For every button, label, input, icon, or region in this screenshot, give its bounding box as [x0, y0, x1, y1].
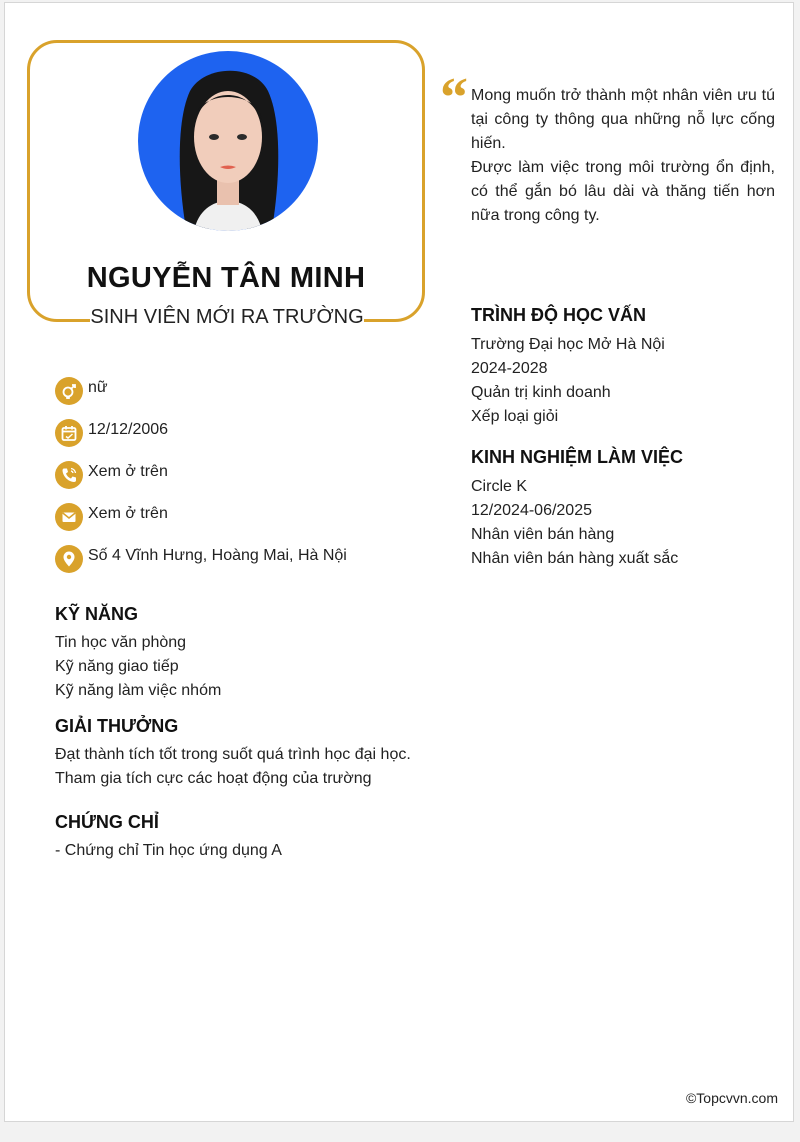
list-item: Xếp loại giỏi: [471, 408, 559, 425]
contact-email: [55, 502, 435, 532]
awards-title: GIẢI THƯỞNG: [55, 716, 179, 736]
list-item: Nhân viên bán hàng: [471, 526, 615, 543]
contact-value: Xem ở trên: [88, 505, 168, 522]
list-item: Kỹ năng giao tiếp: [55, 658, 179, 675]
contact-value: Xem ở trên: [88, 463, 168, 480]
list-item: Tham gia tích cực các hoạt động của trường: [55, 770, 372, 787]
phone-icon: [55, 461, 83, 489]
contact-value: Số 4 Vĩnh Hưng, Hoàng Mai, Hà Nội: [88, 547, 347, 564]
contact-gender: [55, 376, 435, 406]
list-item: Trường Đại học Mở Hà Nội: [471, 336, 665, 353]
list-item: 12/2024-06/2025: [471, 502, 592, 519]
candidate-name: NGUYỄN TÂN MINH: [86, 262, 366, 294]
skills-title: KỸ NĂNG: [55, 604, 139, 624]
career-objective: [471, 84, 775, 228]
certificates-title: CHỨNG CHỈ: [55, 812, 159, 832]
profile-photo: [138, 51, 318, 231]
list-item: Tin học văn phòng: [55, 634, 187, 651]
objective-paragraph: Mong muốn trở thành một nhân viên ưu tú tại công ty thông qua những nỗ lực cống hiến.: [471, 87, 775, 152]
list-item: Quản trị kinh doanh: [471, 384, 611, 401]
list-item: Circle K: [471, 478, 528, 495]
experience-title: KINH NGHIỆM LÀM VIỆC: [471, 447, 684, 467]
education-title: TRÌNH ĐỘ HỌC VẤN: [471, 305, 646, 325]
list-item: Nhân viên bán hàng xuất sắc: [471, 550, 679, 567]
gender-icon: [55, 377, 83, 405]
email-icon: [55, 503, 83, 531]
location-icon: [55, 545, 83, 573]
calendar-icon: [55, 419, 83, 447]
contact-address: [55, 544, 435, 574]
contact-value: nữ: [88, 379, 108, 396]
education-list: [471, 333, 665, 429]
candidate-role: SINH VIÊN MỚI RA TRƯỜNG: [90, 302, 364, 332]
contact-value: 12/12/2006: [88, 421, 169, 438]
experience-list: [471, 475, 678, 571]
list-item: Kỹ năng làm việc nhóm: [55, 682, 222, 699]
quote-icon: “: [440, 67, 468, 129]
contact-phone: [55, 460, 435, 490]
certificates-list: [55, 839, 282, 863]
objective-paragraph: Được làm việc trong môi trường ổn định, có thể gắn bó lâu dài và thăng tiến hơn nữa trong công ty.: [471, 159, 775, 224]
contact-birthday: [55, 418, 435, 448]
list-item: 2024-2028: [471, 360, 548, 377]
list-item: - Chứng chỉ Tin học ứng dụng A: [55, 842, 282, 859]
footer-copyright: ©Topcvvn.com: [685, 1090, 778, 1106]
awards-list: [55, 743, 411, 791]
list-item: Đạt thành tích tốt trong suốt quá trình học đại học.: [55, 746, 411, 763]
skills-list: [55, 631, 221, 703]
